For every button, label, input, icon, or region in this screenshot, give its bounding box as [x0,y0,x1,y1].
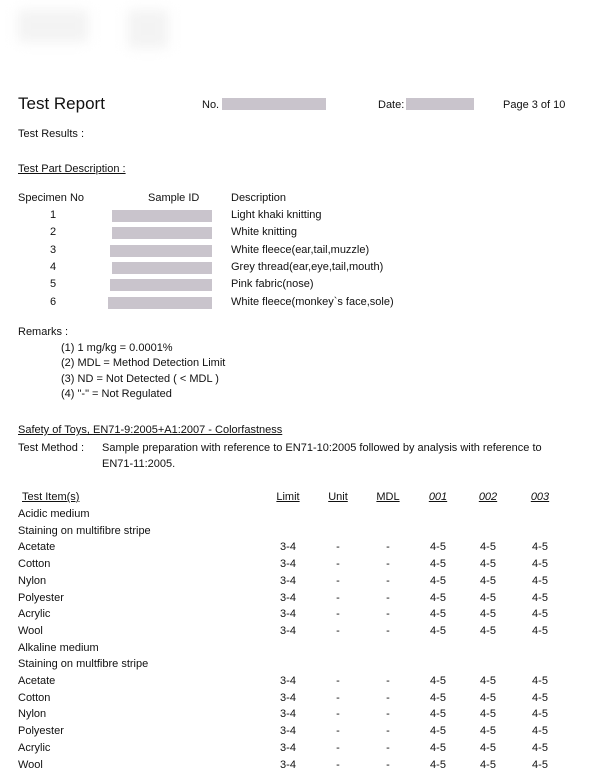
redacted-sample-id [112,227,212,239]
result-cell-unit: - [336,558,340,571]
col-description: Description [231,192,287,204]
result-cell-limit: 3-4 [280,624,296,637]
report-no-label: No. [202,99,220,111]
result-cell-mdl: - [386,558,390,571]
result-cell-unit: - [336,725,340,738]
result-cell-s3: 4-5 [532,725,548,738]
specimen-description: Pink fabric(nose) [231,278,314,291]
result-cell-limit: 3-4 [280,541,296,554]
result-cell-s1: 4-5 [430,608,446,621]
result-cell-s3: 4-5 [532,574,548,587]
result-cell-s3: 4-5 [532,675,548,687]
result-cell-s3: 4-5 [532,624,548,637]
result-cell-s3: 4-5 [532,758,548,771]
result-cell-s1: 4-5 [430,574,446,587]
result-cell-limit: 3-4 [280,741,296,754]
result-cell-mdl: - [386,758,390,771]
result-cell-mdl: - [386,574,390,587]
result-cell-unit: - [336,574,340,587]
section-label: Staining on multifibre stripe [18,524,151,537]
result-cell-s3: 4-5 [532,591,548,604]
result-cell-s1: 4-5 [430,675,446,687]
specimen-no: 2 [50,226,57,239]
result-cell-unit: - [336,608,340,621]
result-cell-s1: 4-5 [430,741,446,754]
test-item-name: Acetate [18,675,56,687]
test-method-label: Test Method : [18,442,85,454]
specimen-description: Light khaki knitting [231,209,322,221]
specimen-no: 1 [50,209,57,221]
result-cell-mdl: - [386,591,390,604]
remark-item: (1) 1 mg/kg = 0.0001% [61,342,173,354]
result-cell-s2: 4-5 [480,591,496,604]
result-cell-mdl: - [386,608,390,621]
redacted-sample-id [110,245,212,257]
result-cell-s2: 4-5 [480,624,496,637]
test-item-name: Acrylic [18,608,51,621]
remarks-label: Remarks : [18,326,69,338]
result-cell-unit: - [336,541,340,554]
result-cell-s1: 4-5 [430,725,446,738]
redacted-sample-id [110,279,212,291]
header-test-items: Test Item(s) [22,491,80,503]
result-cell-s1: 4-5 [430,624,446,637]
result-cell-mdl: - [386,624,390,637]
result-cell-unit: - [336,591,340,604]
result-cell-s2: 4-5 [480,758,496,771]
result-cell-s2: 4-5 [480,725,496,738]
remark-item: (3) ND = Not Detected ( < MDL ) [61,373,219,385]
test-item-name: Acrylic [18,741,51,754]
safety-heading: Safety of Toys, EN71-9:2005+A1:2007 - Colorfastness [18,424,283,436]
result-cell-mdl: - [386,675,390,687]
result-cell-s3: 4-5 [532,691,548,704]
result-cell-s1: 4-5 [430,558,446,571]
result-cell-mdl: - [386,725,390,738]
result-cell-s2: 4-5 [480,558,496,571]
result-cell-s3: 4-5 [532,558,548,571]
redacted-report-date [406,98,474,110]
result-cell-s2: 4-5 [480,608,496,621]
result-cell-s1: 4-5 [430,541,446,554]
redacted-sample-id [108,297,212,309]
result-cell-s1: 4-5 [430,591,446,604]
header-unit: Unit [328,491,348,503]
header-mdl: MDL [376,491,400,503]
test-item-name: Nylon [18,574,47,587]
specimen-description: White knitting [231,226,298,239]
result-cell-limit: 3-4 [280,725,296,738]
test-item-name: Acetate [18,541,56,554]
specimen-description: Grey thread(ear,eye,tail,mouth) [231,260,384,273]
result-cell-unit: - [336,691,340,704]
section-label: Staining on multfibre stripe [18,658,149,671]
result-cell-s1: 4-5 [430,758,446,771]
result-cell-s3: 4-5 [532,741,548,754]
header-logo-ghost-2 [128,10,168,48]
result-cell-s3: 4-5 [532,608,548,621]
test-results-label: Test Results : [18,128,85,140]
header-logo-ghost [18,10,88,42]
result-cell-limit: 3-4 [280,675,296,687]
result-cell-mdl: - [386,541,390,554]
test-item-name: Polyester [18,725,64,738]
result-cell-mdl: - [386,691,390,704]
test-method-line-2: EN71-11:2005. [102,458,176,470]
redacted-sample-id [112,210,212,222]
redacted-sample-id [112,262,212,274]
result-cell-s2: 4-5 [480,541,496,554]
result-cell-s3: 4-5 [532,708,548,721]
result-cell-limit: 3-4 [280,591,296,604]
header-sample-001: 001 [428,491,448,503]
result-cell-limit: 3-4 [280,758,296,771]
report-date-label: Date: [378,99,405,111]
remark-item: (4) "-" = Not Regulated [61,388,172,400]
result-cell-unit: - [336,758,340,771]
result-cell-unit: - [336,741,340,754]
result-cell-unit: - [336,708,340,721]
result-cell-limit: 3-4 [280,574,296,587]
result-cell-limit: 3-4 [280,608,296,621]
result-cell-limit: 3-4 [280,708,296,721]
part-description-heading: Test Part Description : [18,163,126,175]
specimen-no: 5 [50,278,57,291]
section-label: Acidic medium [18,508,90,520]
result-cell-s2: 4-5 [480,691,496,704]
result-cell-unit: - [336,624,340,637]
header-limit: Limit [276,491,300,503]
result-cell-limit: 3-4 [280,691,296,704]
result-cell-s1: 4-5 [430,708,446,721]
result-cell-s3: 4-5 [532,541,548,554]
col-specimen-no: Specimen No [18,192,85,204]
specimen-no: 6 [50,295,57,308]
result-cell-mdl: - [386,741,390,754]
result-cell-s2: 4-5 [480,741,496,754]
test-item-name: Cotton [18,558,51,571]
page-number: Page 3 of 10 [503,99,566,111]
result-cell-mdl: - [386,708,390,721]
col-sample-id: Sample ID [148,192,200,204]
test-item-name: Polyester [18,591,64,604]
header-sample-002: 002 [478,491,498,503]
result-cell-limit: 3-4 [280,558,296,571]
specimen-description: White fleece(ear,tail,muzzle) [231,243,370,256]
result-cell-s2: 4-5 [480,574,496,587]
result-cell-s1: 4-5 [430,691,446,704]
specimen-no: 4 [50,260,57,273]
specimen-description: White fleece(monkey`s face,sole) [231,295,394,308]
test-item-name: Wool [18,624,43,637]
result-cell-unit: - [336,675,340,687]
test-item-name: Wool [18,758,43,771]
remark-item: (2) MDL = Method Detection Limit [61,357,226,369]
redacted-report-no [222,98,326,110]
specimen-no: 3 [50,243,57,256]
test-item-name: Cotton [18,691,51,704]
header-sample-003: 003 [530,491,550,503]
result-cell-s2: 4-5 [480,675,496,687]
test-method-line-1: Sample preparation with reference to EN71-10:2005 followed by analysis with reference to [102,442,542,454]
result-cell-s2: 4-5 [480,708,496,721]
section-label: Alkaline medium [18,641,99,654]
report-title: Test Report [18,94,105,113]
test-item-name: Nylon [18,708,47,721]
